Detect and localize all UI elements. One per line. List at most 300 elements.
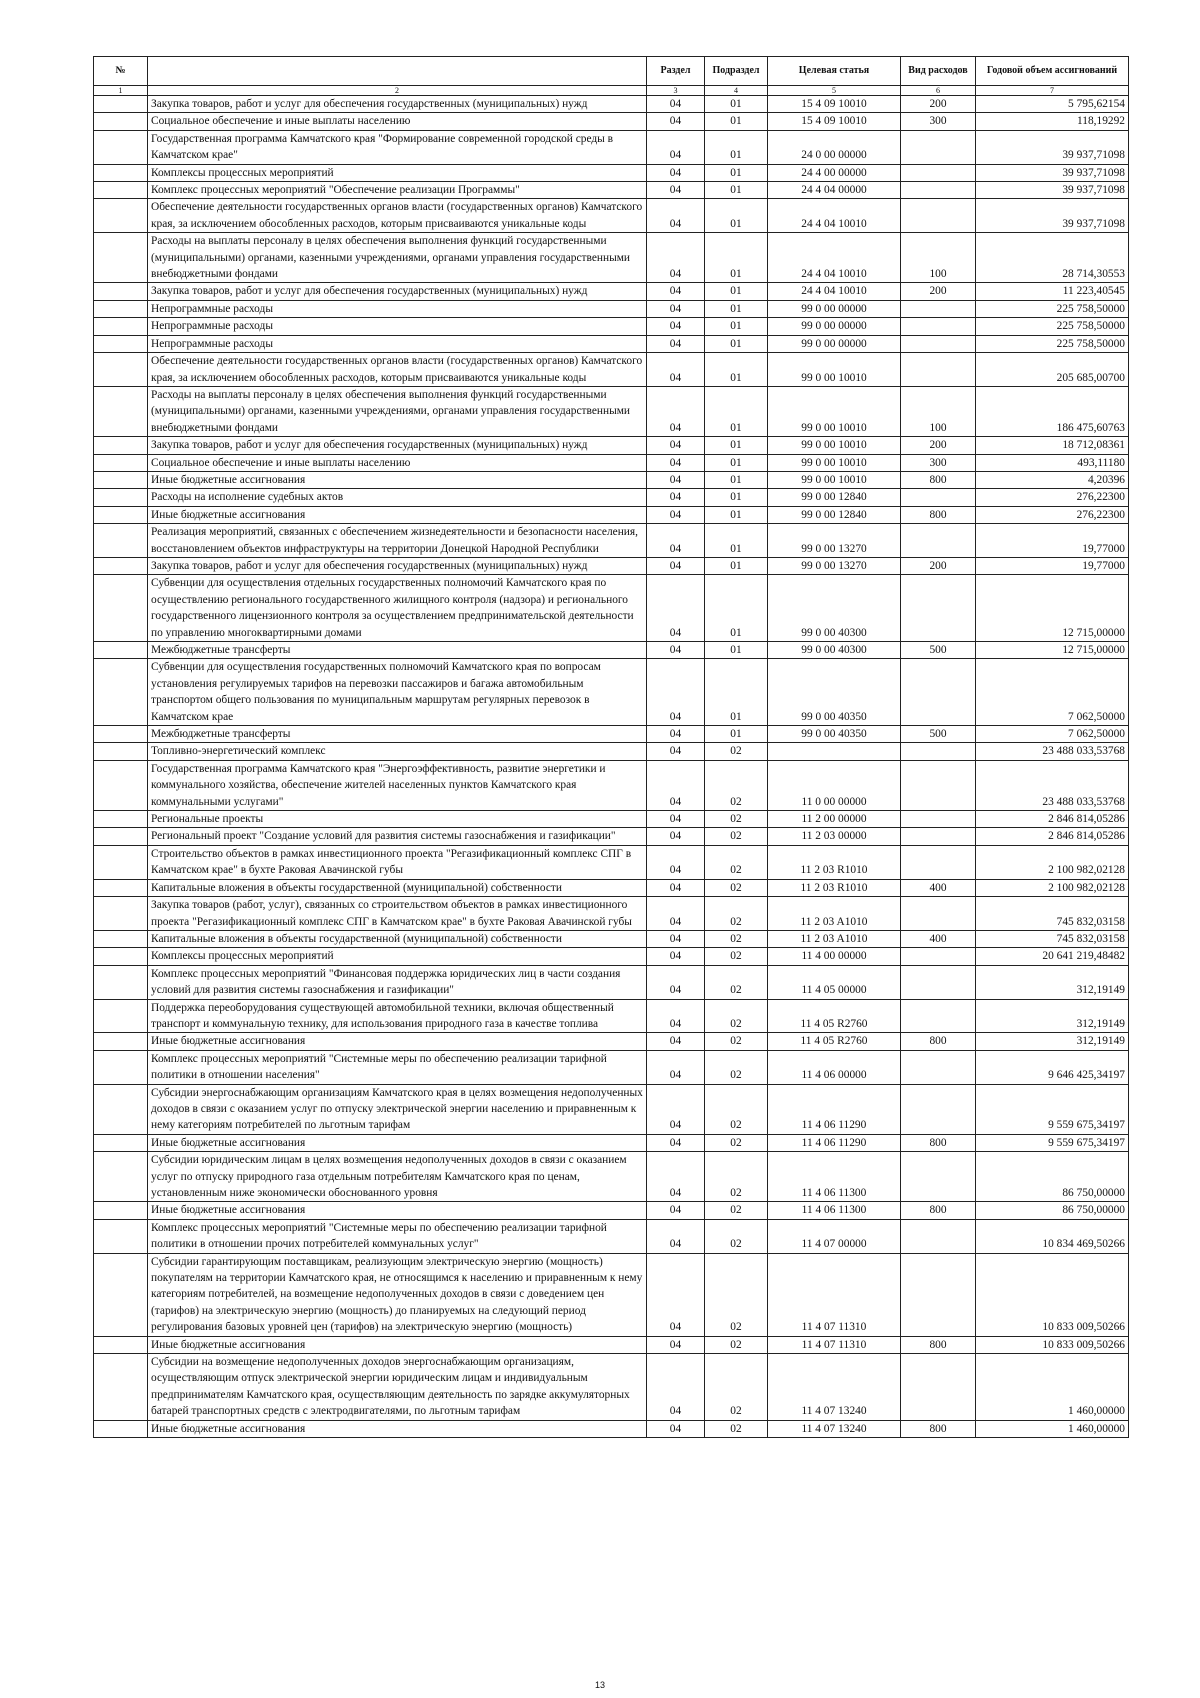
cell-razdel: 04 — [647, 1134, 705, 1151]
cell-vid-rashodov: 200 — [901, 283, 976, 300]
cell-vid-rashodov: 200 — [901, 557, 976, 574]
cell-podrazdel: 01 — [705, 283, 768, 300]
cell-vid-rashodov: 100 — [901, 386, 976, 436]
cell-celevaya-statya: 11 2 03 A1010 — [768, 930, 901, 947]
cell-godovoy-obyem: 2 846 814,05286 — [976, 811, 1129, 828]
cell-podrazdel: 02 — [705, 1033, 768, 1050]
cell-godovoy-obyem: 10 834 469,50266 — [976, 1219, 1129, 1253]
table-row — [94, 283, 1129, 300]
cell-celevaya-statya: 99 0 00 12840 — [768, 506, 901, 523]
table-row — [94, 1033, 1129, 1050]
cell-razdel: 04 — [647, 948, 705, 965]
cell-godovoy-obyem: 10 833 009,50266 — [976, 1336, 1129, 1353]
cell-vid-rashodov: 400 — [901, 879, 976, 896]
cell-razdel: 04 — [647, 283, 705, 300]
cell-celevaya-statya: 99 0 00 10010 — [768, 353, 901, 387]
cell-razdel: 04 — [647, 182, 705, 199]
cell-godovoy-obyem: 186 475,60763 — [976, 386, 1129, 436]
cell-razdel: 04 — [647, 300, 705, 317]
cell-razdel: 04 — [647, 1336, 705, 1353]
cell-celevaya-statya — [768, 743, 901, 760]
cell-number — [94, 199, 148, 233]
cell-podrazdel: 02 — [705, 879, 768, 896]
cell-celevaya-statya: 11 4 06 11300 — [768, 1152, 901, 1202]
cell-razdel: 04 — [647, 828, 705, 845]
cell-razdel: 04 — [647, 471, 705, 488]
cell-number — [94, 828, 148, 845]
cell-name: Иные бюджетные ассигнования — [148, 1134, 647, 1151]
cell-number — [94, 437, 148, 454]
cell-podrazdel: 02 — [705, 1134, 768, 1151]
table-row — [94, 353, 1129, 387]
table-row — [94, 965, 1129, 999]
cell-vid-rashodov: 800 — [901, 471, 976, 488]
cell-podrazdel: 01 — [705, 659, 768, 726]
cell-podrazdel: 01 — [705, 199, 768, 233]
table-row — [94, 506, 1129, 523]
table-row — [94, 233, 1129, 283]
cell-celevaya-statya: 99 0 00 10010 — [768, 437, 901, 454]
cell-vid-rashodov — [901, 828, 976, 845]
cell-number — [94, 1152, 148, 1202]
cell-razdel: 04 — [647, 1033, 705, 1050]
cell-podrazdel: 01 — [705, 164, 768, 181]
cell-name: Комплекс процессных мероприятий "Системные меры по обеспечению реализации тарифной политики в отношении населения" — [148, 1050, 647, 1084]
cell-vid-rashodov: 800 — [901, 1336, 976, 1353]
cell-podrazdel: 02 — [705, 1152, 768, 1202]
cell-name: Субсидии энергоснабжающим организациям Камчатского края в целях возмещения недополученных доходов в связи с оказанием услуг по отпуску электрической энергии населению и приравненным к нему категориям потребителей по льготным тарифам — [148, 1084, 647, 1134]
cell-number — [94, 1202, 148, 1219]
cell-celevaya-statya: 11 2 03 00000 — [768, 828, 901, 845]
cell-razdel: 04 — [647, 659, 705, 726]
cell-godovoy-obyem: 86 750,00000 — [976, 1152, 1129, 1202]
cell-name: Иные бюджетные ассигнования — [148, 1202, 647, 1219]
cell-number — [94, 659, 148, 726]
cell-celevaya-statya: 99 0 00 40300 — [768, 642, 901, 659]
cell-name: Капитальные вложения в объекты государственной (муниципальной) собственности — [148, 930, 647, 947]
cell-number — [94, 743, 148, 760]
cell-vid-rashodov — [901, 1354, 976, 1421]
cell-name: Субсидии на возмещение недополученных доходов энергоснабжающим организациям, осуществляющим отпуск электрической энергии юридическим лицам и индивидуальным предпринимателям Камчатского края, осуществляющим деятельность по зарядке аккумуляторных батарей транспортных средств с электродвигателями, по льготным тарифам — [148, 1354, 647, 1421]
cell-vid-rashodov: 800 — [901, 1033, 976, 1050]
cell-vid-rashodov — [901, 659, 976, 726]
cell-celevaya-statya: 99 0 00 40350 — [768, 659, 901, 726]
table-row — [94, 760, 1129, 810]
cell-name: Иные бюджетные ассигнования — [148, 471, 647, 488]
cell-godovoy-obyem: 18 712,08361 — [976, 437, 1129, 454]
cell-podrazdel: 02 — [705, 1050, 768, 1084]
table-row — [94, 182, 1129, 199]
table-row — [94, 659, 1129, 726]
cell-godovoy-obyem: 19,77000 — [976, 557, 1129, 574]
cell-vid-rashodov — [901, 489, 976, 506]
cell-vid-rashodov: 300 — [901, 454, 976, 471]
cell-number — [94, 1084, 148, 1134]
cell-podrazdel: 01 — [705, 182, 768, 199]
cell-number — [94, 557, 148, 574]
cell-vid-rashodov — [901, 199, 976, 233]
cell-celevaya-statya: 11 2 03 A1010 — [768, 897, 901, 931]
cell-number — [94, 300, 148, 317]
cell-razdel: 04 — [647, 575, 705, 642]
cell-name: Региональный проект "Создание условий для развития системы газоснабжения и газификации" — [148, 828, 647, 845]
cell-godovoy-obyem: 5 795,62154 — [976, 96, 1129, 113]
cell-razdel: 04 — [647, 1253, 705, 1336]
cell-razdel: 04 — [647, 130, 705, 164]
column-number-row — [94, 86, 1129, 96]
table-row — [94, 386, 1129, 436]
cell-name: Комплекс процессных мероприятий "Системные меры по обеспечению реализации тарифной политики в отношении прочих потребителей коммунальных услуг" — [148, 1219, 647, 1253]
cell-vid-rashodov: 800 — [901, 1202, 976, 1219]
cell-celevaya-statya: 24 4 00 00000 — [768, 164, 901, 181]
cell-name: Закупка товаров, работ и услуг для обеспечения государственных (муниципальных) нужд — [148, 437, 647, 454]
cell-godovoy-obyem: 7 062,50000 — [976, 726, 1129, 743]
table-row — [94, 642, 1129, 659]
cell-name: Обеспечение деятельности государственных органов власти (государственных органов) Камчатского края, за исключением обособленных расходов, которым присваиваются уникальные коды — [148, 353, 647, 387]
cell-vid-rashodov — [901, 524, 976, 558]
cell-godovoy-obyem: 1 460,00000 — [976, 1354, 1129, 1421]
cell-podrazdel: 02 — [705, 1336, 768, 1353]
cell-name: Межбюджетные трансферты — [148, 726, 647, 743]
cell-razdel: 04 — [647, 524, 705, 558]
cell-godovoy-obyem: 312,19149 — [976, 965, 1129, 999]
cell-celevaya-statya: 11 2 00 00000 — [768, 811, 901, 828]
cell-name: Иные бюджетные ассигнования — [148, 506, 647, 523]
cell-number — [94, 897, 148, 931]
cell-razdel: 04 — [647, 999, 705, 1033]
table-row — [94, 1152, 1129, 1202]
cell-name: Иные бюджетные ассигнования — [148, 1033, 647, 1050]
table-row — [94, 1050, 1129, 1084]
cell-razdel: 04 — [647, 506, 705, 523]
cell-name: Топливно-энергетический комплекс — [148, 743, 647, 760]
cell-name: Комплексы процессных мероприятий — [148, 164, 647, 181]
cell-celevaya-statya: 15 4 09 10010 — [768, 96, 901, 113]
table-row — [94, 557, 1129, 574]
cell-razdel: 04 — [647, 353, 705, 387]
cell-celevaya-statya: 11 4 06 11300 — [768, 1202, 901, 1219]
cell-razdel: 04 — [647, 743, 705, 760]
table-row — [94, 828, 1129, 845]
cell-godovoy-obyem: 86 750,00000 — [976, 1202, 1129, 1219]
cell-celevaya-statya: 11 4 05 00000 — [768, 965, 901, 999]
cell-podrazdel: 01 — [705, 642, 768, 659]
cell-razdel: 04 — [647, 930, 705, 947]
cell-number — [94, 130, 148, 164]
cell-podrazdel: 01 — [705, 113, 768, 130]
cell-number — [94, 1336, 148, 1353]
cell-vid-rashodov — [901, 1152, 976, 1202]
cell-number — [94, 318, 148, 335]
cell-name: Иные бюджетные ассигнования — [148, 1420, 647, 1437]
cell-number — [94, 353, 148, 387]
cell-celevaya-statya: 11 2 03 R1010 — [768, 845, 901, 879]
cell-vid-rashodov — [901, 335, 976, 352]
cell-podrazdel: 02 — [705, 811, 768, 828]
cell-godovoy-obyem: 493,11180 — [976, 454, 1129, 471]
cell-razdel: 04 — [647, 557, 705, 574]
cell-razdel: 04 — [647, 965, 705, 999]
cell-podrazdel: 01 — [705, 300, 768, 317]
cell-podrazdel: 01 — [705, 726, 768, 743]
cell-name: Государственная программа Камчатского края "Энергоэффективность, развитие энергетики и коммунального хозяйства, обеспечение жителей населенных пунктов Камчатского края коммунальными услугами" — [148, 760, 647, 810]
cell-razdel: 04 — [647, 879, 705, 896]
cell-number — [94, 1219, 148, 1253]
table-body — [94, 96, 1129, 1438]
cell-name: Реализация мероприятий, связанных с обеспечением жизнедеятельности и безопасности населения, восстановлением объектов инфраструктуры на территории Донецкой Народной Республики — [148, 524, 647, 558]
cell-name: Комплекс процессных мероприятий "Финансовая поддержка юридических лиц в части создания условий для развития системы газоснабжения и газификации" — [148, 965, 647, 999]
cell-razdel: 04 — [647, 642, 705, 659]
table-row — [94, 930, 1129, 947]
cell-godovoy-obyem: 23 488 033,53768 — [976, 743, 1129, 760]
cell-godovoy-obyem: 11 223,40545 — [976, 283, 1129, 300]
cell-godovoy-obyem: 225 758,50000 — [976, 300, 1129, 317]
cell-podrazdel: 01 — [705, 130, 768, 164]
cell-celevaya-statya: 99 0 00 00000 — [768, 318, 901, 335]
cell-razdel: 04 — [647, 897, 705, 931]
cell-razdel: 04 — [647, 233, 705, 283]
table-row — [94, 113, 1129, 130]
cell-razdel: 04 — [647, 96, 705, 113]
table-row — [94, 1084, 1129, 1134]
cell-vid-rashodov — [901, 164, 976, 181]
cell-celevaya-statya: 11 4 00 00000 — [768, 948, 901, 965]
cell-celevaya-statya: 99 0 00 13270 — [768, 557, 901, 574]
table-row — [94, 199, 1129, 233]
table-row — [94, 897, 1129, 931]
cell-godovoy-obyem: 9 646 425,34197 — [976, 1050, 1129, 1084]
cell-godovoy-obyem: 12 715,00000 — [976, 575, 1129, 642]
cell-podrazdel: 02 — [705, 828, 768, 845]
table-row — [94, 96, 1129, 113]
table-row — [94, 743, 1129, 760]
header-name — [148, 57, 647, 86]
cell-podrazdel: 02 — [705, 1202, 768, 1219]
column-number: 1 — [94, 86, 148, 96]
cell-name: Расходы на выплаты персоналу в целях обеспечения выполнения функций государственными (муниципальными) органами, казенными учреждениями, органами управления государственными внебюджетными фондами — [148, 233, 647, 283]
cell-godovoy-obyem: 9 559 675,34197 — [976, 1084, 1129, 1134]
table-row — [94, 1253, 1129, 1336]
cell-vid-rashodov — [901, 575, 976, 642]
cell-name: Региональные проекты — [148, 811, 647, 828]
cell-celevaya-statya: 11 4 07 11310 — [768, 1253, 901, 1336]
cell-podrazdel: 01 — [705, 557, 768, 574]
header-celevaya-statya: Целевая статья — [768, 57, 901, 86]
cell-godovoy-obyem: 28 714,30553 — [976, 233, 1129, 283]
cell-vid-rashodov — [901, 1253, 976, 1336]
column-number: 6 — [901, 86, 976, 96]
cell-celevaya-statya: 24 4 04 00000 — [768, 182, 901, 199]
cell-podrazdel: 01 — [705, 454, 768, 471]
table-row — [94, 1336, 1129, 1353]
cell-podrazdel: 01 — [705, 506, 768, 523]
table-row — [94, 1202, 1129, 1219]
cell-godovoy-obyem: 745 832,03158 — [976, 930, 1129, 947]
cell-razdel: 04 — [647, 1420, 705, 1437]
cell-number — [94, 471, 148, 488]
cell-number — [94, 386, 148, 436]
cell-razdel: 04 — [647, 1354, 705, 1421]
cell-number — [94, 726, 148, 743]
header-razdel: Раздел — [647, 57, 705, 86]
cell-name: Непрограммные расходы — [148, 300, 647, 317]
cell-vid-rashodov: 400 — [901, 930, 976, 947]
cell-number — [94, 113, 148, 130]
cell-vid-rashodov — [901, 965, 976, 999]
cell-vid-rashodov — [901, 1084, 976, 1134]
cell-vid-rashodov — [901, 182, 976, 199]
cell-celevaya-statya: 99 0 00 13270 — [768, 524, 901, 558]
budget-page — [93, 56, 1128, 1438]
cell-name: Закупка товаров, работ и услуг для обеспечения государственных (муниципальных) нужд — [148, 557, 647, 574]
cell-celevaya-statya: 99 0 00 10010 — [768, 471, 901, 488]
table-row — [94, 811, 1129, 828]
cell-razdel: 04 — [647, 1202, 705, 1219]
cell-name: Расходы на выплаты персоналу в целях обеспечения выполнения функций государственными (муниципальными) органами, казенными учреждениями, органами управления государственными внебюджетными фондами — [148, 386, 647, 436]
cell-vid-rashodov: 500 — [901, 642, 976, 659]
cell-name: Социальное обеспечение и иные выплаты населению — [148, 454, 647, 471]
cell-number — [94, 811, 148, 828]
cell-number — [94, 760, 148, 810]
cell-godovoy-obyem: 2 846 814,05286 — [976, 828, 1129, 845]
page-number: 13 — [594, 1680, 605, 1690]
cell-razdel: 04 — [647, 760, 705, 810]
cell-celevaya-statya: 99 0 00 12840 — [768, 489, 901, 506]
cell-celevaya-statya: 11 4 06 00000 — [768, 1050, 901, 1084]
cell-podrazdel: 02 — [705, 965, 768, 999]
cell-vid-rashodov — [901, 130, 976, 164]
column-number: 7 — [976, 86, 1129, 96]
cell-number — [94, 506, 148, 523]
cell-celevaya-statya: 24 4 04 10010 — [768, 233, 901, 283]
cell-name: Комплекс процессных мероприятий "Обеспечение реализации Программы" — [148, 182, 647, 199]
cell-name: Субвенции для осуществления отдельных государственных полномочий Камчатского края по осуществлению регионального государственного жилищного контроля (надзора) и регионального государственного лицензионного контроля за осуществлением предпринимательской деятельности по управлению многоквартирными домами — [148, 575, 647, 642]
cell-podrazdel: 02 — [705, 845, 768, 879]
cell-vid-rashodov: 800 — [901, 1420, 976, 1437]
cell-godovoy-obyem: 9 559 675,34197 — [976, 1134, 1129, 1151]
cell-celevaya-statya: 11 4 06 11290 — [768, 1134, 901, 1151]
cell-razdel: 04 — [647, 845, 705, 879]
cell-vid-rashodov: 100 — [901, 233, 976, 283]
table-row — [94, 335, 1129, 352]
cell-godovoy-obyem: 10 833 009,50266 — [976, 1253, 1129, 1336]
cell-razdel: 04 — [647, 1084, 705, 1134]
cell-celevaya-statya: 99 0 00 10010 — [768, 454, 901, 471]
cell-podrazdel: 02 — [705, 1219, 768, 1253]
column-number: 4 — [705, 86, 768, 96]
cell-celevaya-statya: 11 4 07 13240 — [768, 1354, 901, 1421]
cell-celevaya-statya: 99 0 00 40300 — [768, 575, 901, 642]
cell-number — [94, 1134, 148, 1151]
cell-godovoy-obyem: 118,19292 — [976, 113, 1129, 130]
cell-podrazdel: 02 — [705, 743, 768, 760]
table-row — [94, 726, 1129, 743]
cell-name: Субсидии гарантирующим поставщикам, реализующим электрическую энергию (мощность) покупателям на территории Камчатского края, не относящимся к населению и приравненным к нему категориям потребителей, на возмещение недополученных доходов в связи с доведением цен (тарифов) на электрическую энергию (мощность) до планируемых на следующий период регулирования базовых уровней цен (тарифов) на электрическую энергию (мощность) — [148, 1253, 647, 1336]
table-row — [94, 524, 1129, 558]
cell-razdel: 04 — [647, 1219, 705, 1253]
cell-godovoy-obyem: 1 460,00000 — [976, 1420, 1129, 1437]
cell-godovoy-obyem: 276,22300 — [976, 489, 1129, 506]
cell-razdel: 04 — [647, 199, 705, 233]
cell-razdel: 04 — [647, 1050, 705, 1084]
cell-celevaya-statya: 11 4 07 13240 — [768, 1420, 901, 1437]
table-row — [94, 1354, 1129, 1421]
cell-name: Государственная программа Камчатского края "Формирование современной городской среды в Камчатском крае" — [148, 130, 647, 164]
cell-vid-rashodov: 800 — [901, 1134, 976, 1151]
cell-celevaya-statya: 99 0 00 00000 — [768, 335, 901, 352]
cell-name: Непрограммные расходы — [148, 335, 647, 352]
cell-number — [94, 999, 148, 1033]
cell-razdel: 04 — [647, 454, 705, 471]
cell-vid-rashodov: 200 — [901, 437, 976, 454]
cell-podrazdel: 02 — [705, 1420, 768, 1437]
cell-podrazdel: 02 — [705, 1354, 768, 1421]
cell-celevaya-statya: 24 0 00 00000 — [768, 130, 901, 164]
cell-vid-rashodov — [901, 845, 976, 879]
cell-name: Субсидии юридическим лицам в целях возмещения недополученных доходов в связи с оказанием услуг по отпуску природного газа отдельным потребителям Камчатского края по ценам, установленным ниже экономически обоснованного уровня — [148, 1152, 647, 1202]
cell-podrazdel: 01 — [705, 335, 768, 352]
cell-godovoy-obyem: 12 715,00000 — [976, 642, 1129, 659]
cell-celevaya-statya: 24 4 04 10010 — [768, 283, 901, 300]
cell-name: Комплексы процессных мероприятий — [148, 948, 647, 965]
cell-number — [94, 575, 148, 642]
cell-celevaya-statya: 11 2 03 R1010 — [768, 879, 901, 896]
cell-podrazdel: 02 — [705, 948, 768, 965]
table-row — [94, 318, 1129, 335]
cell-number — [94, 164, 148, 181]
cell-celevaya-statya: 15 4 09 10010 — [768, 113, 901, 130]
cell-podrazdel: 02 — [705, 999, 768, 1033]
cell-celevaya-statya: 11 4 05 R2760 — [768, 999, 901, 1033]
cell-name: Межбюджетные трансферты — [148, 642, 647, 659]
cell-number — [94, 1420, 148, 1437]
cell-godovoy-obyem: 225 758,50000 — [976, 335, 1129, 352]
table-row — [94, 879, 1129, 896]
cell-number — [94, 879, 148, 896]
cell-podrazdel: 01 — [705, 353, 768, 387]
cell-name: Закупка товаров, работ и услуг для обеспечения государственных (муниципальных) нужд — [148, 283, 647, 300]
cell-podrazdel: 01 — [705, 575, 768, 642]
cell-celevaya-statya: 11 4 06 11290 — [768, 1084, 901, 1134]
cell-razdel: 04 — [647, 1152, 705, 1202]
cell-podrazdel: 02 — [705, 1253, 768, 1336]
cell-vid-rashodov — [901, 300, 976, 317]
cell-vid-rashodov — [901, 760, 976, 810]
cell-number — [94, 182, 148, 199]
cell-podrazdel: 02 — [705, 897, 768, 931]
cell-celevaya-statya: 99 0 00 40350 — [768, 726, 901, 743]
cell-celevaya-statya: 11 4 07 00000 — [768, 1219, 901, 1253]
table-row — [94, 845, 1129, 879]
table-row — [94, 575, 1129, 642]
cell-godovoy-obyem: 23 488 033,53768 — [976, 760, 1129, 810]
cell-vid-rashodov — [901, 1050, 976, 1084]
cell-podrazdel: 02 — [705, 1084, 768, 1134]
cell-vid-rashodov: 500 — [901, 726, 976, 743]
cell-celevaya-statya: 11 0 00 00000 — [768, 760, 901, 810]
header-number: № — [94, 57, 148, 86]
cell-name: Непрограммные расходы — [148, 318, 647, 335]
cell-number — [94, 642, 148, 659]
cell-razdel: 04 — [647, 318, 705, 335]
cell-vid-rashodov — [901, 318, 976, 335]
cell-godovoy-obyem: 39 937,71098 — [976, 199, 1129, 233]
cell-number — [94, 283, 148, 300]
cell-podrazdel: 01 — [705, 471, 768, 488]
cell-razdel: 04 — [647, 113, 705, 130]
cell-godovoy-obyem: 20 641 219,48482 — [976, 948, 1129, 965]
cell-vid-rashodov: 300 — [901, 113, 976, 130]
